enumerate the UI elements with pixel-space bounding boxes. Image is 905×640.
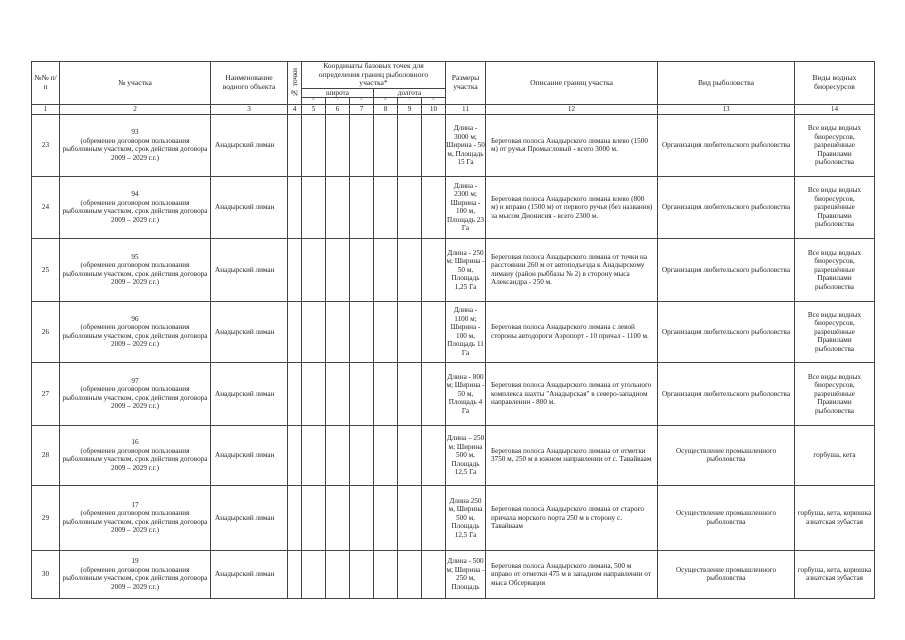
header-resources: Виды водных биоресурсов bbox=[795, 62, 875, 105]
description-cell: Береговая полоса Анадырского лимана от отметки 3750 м, 250 м в южном направлении от с. Тавайваам bbox=[486, 425, 658, 485]
coord-cell bbox=[398, 301, 422, 362]
header-latitude: широта bbox=[302, 88, 374, 97]
header-n: №№ п/п bbox=[32, 62, 60, 105]
header-lat-deg: ° bbox=[302, 97, 326, 104]
area-note: (обременен договором пользования рыболовным участком, срок действия договора 2009 – 2029 г.г.) bbox=[62, 565, 208, 591]
resources-cell: Все виды водных биоресурсов, разрешённые Правилами рыболовства bbox=[795, 176, 875, 238]
resources-cell: горбуша, кета, корюшка азиатская зубастая bbox=[795, 485, 875, 550]
area-cell bbox=[60, 550, 211, 598]
coord-cell bbox=[350, 362, 374, 425]
column-number: 12 bbox=[486, 104, 658, 114]
resources-cell: Все виды водных биоресурсов, разрешённые Правилами рыболовства bbox=[795, 238, 875, 301]
area-number: 16 bbox=[131, 438, 139, 447]
row-number: 23 bbox=[32, 114, 60, 176]
point-cell bbox=[288, 362, 302, 425]
area-note: (обременен договором пользования рыболовным участком, срок действия договора 2009 – 2029 г.г.) bbox=[62, 323, 208, 349]
description-cell: Береговая полоса Анадырского лимана влево (1500 м) от ручья Промысловый - всего 3000 м. bbox=[486, 114, 658, 176]
area-number: 19 bbox=[131, 557, 139, 566]
header-lon-sec: " bbox=[422, 97, 446, 104]
header-description: Описание границ участка bbox=[486, 62, 658, 105]
coord-cell bbox=[326, 550, 350, 598]
coord-cell bbox=[326, 362, 350, 425]
header-lat-sec: " bbox=[350, 97, 374, 104]
coord-cell bbox=[302, 114, 326, 176]
fishing-type-cell: Организация любительского рыболовства bbox=[658, 114, 795, 176]
table-row bbox=[32, 301, 875, 362]
description-cell: Береговая полоса Анадырского лимана от угольного комплекса шахты "Анадырская" в северо-западном направлении - 800 м. bbox=[486, 362, 658, 425]
size-cell: Длина - 500 м; Ширина - 250 м, Площадь bbox=[446, 550, 486, 598]
column-number: 11 bbox=[446, 104, 486, 114]
header-waterbody: Наименование водного объекта bbox=[211, 62, 288, 105]
area-note: (обременен договором пользования рыболовным участком, срок действия договора 2009 – 2029 г.г.) bbox=[62, 136, 208, 162]
header-sizes: Размеры участка bbox=[446, 62, 486, 105]
header-lat-min: ' bbox=[326, 97, 350, 104]
column-number: 7 bbox=[350, 104, 374, 114]
area-note: (обременен договором пользования рыболовным участком, срок действия договора 2009 – 2029 г.г.) bbox=[62, 385, 208, 411]
column-number: 13 bbox=[658, 104, 795, 114]
row-number: 30 bbox=[32, 550, 60, 598]
area-cell bbox=[60, 301, 211, 362]
size-cell: Длина 250 м, Ширина 500 м, Площадь 12,5 Га bbox=[446, 485, 486, 550]
fishing-type-cell: Организация любительского рыболовства bbox=[658, 238, 795, 301]
resources-cell: горбуша, кета, корюшка азиатская зубастая bbox=[795, 550, 875, 598]
column-number: 1 bbox=[32, 104, 60, 114]
area-note: (обременен договором пользования рыболовным участком, срок действия договора 2009 – 2029 г.г.) bbox=[62, 509, 208, 535]
resources-cell: Все виды водных биоресурсов, разрешённые Правилами рыболовства bbox=[795, 114, 875, 176]
size-cell: Длина - 1100 м; Ширина - 100 м, Площадь 11 Га bbox=[446, 301, 486, 362]
size-cell: Длина - 800 м; Ширина - 50 м, Площадь 4 Га bbox=[446, 362, 486, 425]
coord-cell bbox=[398, 176, 422, 238]
column-number: 2 bbox=[60, 104, 211, 114]
resources-cell: Все виды водных биоресурсов, разрешённые Правилами рыболовства bbox=[795, 362, 875, 425]
description-cell: Береговая полоса Анадырского лимана влево (800 м) и вправо (1500 м) от первого ручья (без названия) за мысом Дионисия - всего 2300 м. bbox=[486, 176, 658, 238]
coord-cell bbox=[350, 238, 374, 301]
area-cell bbox=[60, 176, 211, 238]
coord-cell bbox=[326, 114, 350, 176]
waterbody-cell: Анадырский лиман bbox=[211, 238, 288, 301]
coord-cell bbox=[374, 550, 398, 598]
description-cell: Береговая полоса Анадырского лимана от точки на расстоянии 260 м от автоподъезда к Анадырскому лиману (район рыббазы № 2) в сторону мыса Александра - 250 м. bbox=[486, 238, 658, 301]
point-cell bbox=[288, 425, 302, 485]
waterbody-cell: Анадырский лиман bbox=[211, 485, 288, 550]
coord-cell bbox=[302, 362, 326, 425]
fishing-type-cell: Организация любительского рыболовства bbox=[658, 362, 795, 425]
area-number: 97 bbox=[131, 376, 139, 385]
fishing-type-cell: Осуществление промышленного рыболовства bbox=[658, 425, 795, 485]
fishing-type-cell: Организация любительского рыболовства bbox=[658, 176, 795, 238]
column-number: 8 bbox=[374, 104, 398, 114]
size-cell: Длина – 250 м; Ширина 500 м, Площадь 12,5 Га bbox=[446, 425, 486, 485]
coord-cell bbox=[374, 425, 398, 485]
coord-cell bbox=[422, 238, 446, 301]
row-number: 26 bbox=[32, 301, 60, 362]
coord-cell bbox=[302, 238, 326, 301]
column-number: 3 bbox=[211, 104, 288, 114]
row-number: 28 bbox=[32, 425, 60, 485]
area-cell bbox=[60, 362, 211, 425]
area-number: 93 bbox=[131, 128, 139, 137]
coord-cell bbox=[422, 362, 446, 425]
area-number: 95 bbox=[131, 252, 139, 261]
fishing-areas-table bbox=[31, 61, 875, 599]
column-number: 4 bbox=[288, 104, 302, 114]
point-cell bbox=[288, 176, 302, 238]
table-row bbox=[32, 362, 875, 425]
area-cell bbox=[60, 238, 211, 301]
coord-cell bbox=[398, 114, 422, 176]
area-cell bbox=[60, 425, 211, 485]
coord-cell bbox=[398, 425, 422, 485]
waterbody-cell: Анадырский лиман bbox=[211, 550, 288, 598]
coord-cell bbox=[326, 238, 350, 301]
size-cell: Длина - 2300 м; Ширина - 100 м, Площадь 23 Га bbox=[446, 176, 486, 238]
header-lon-min: ' bbox=[398, 97, 422, 104]
coord-cell bbox=[350, 485, 374, 550]
row-number: 25 bbox=[32, 238, 60, 301]
coord-cell bbox=[350, 425, 374, 485]
coord-cell bbox=[374, 301, 398, 362]
coord-cell bbox=[398, 238, 422, 301]
header-lon-deg: ° bbox=[374, 97, 398, 104]
coord-cell bbox=[422, 114, 446, 176]
point-cell bbox=[288, 301, 302, 362]
table-row bbox=[32, 425, 875, 485]
table-row bbox=[32, 485, 875, 550]
table-row bbox=[32, 176, 875, 238]
row-number: 24 bbox=[32, 176, 60, 238]
header-points bbox=[288, 62, 302, 105]
coord-cell bbox=[422, 550, 446, 598]
area-number: 96 bbox=[131, 314, 139, 323]
fishing-type-cell: Осуществление промышленного рыболовства bbox=[658, 550, 795, 598]
coord-cell bbox=[374, 485, 398, 550]
coord-cell bbox=[422, 176, 446, 238]
coord-cell bbox=[374, 238, 398, 301]
coord-cell bbox=[422, 485, 446, 550]
table-row bbox=[32, 238, 875, 301]
waterbody-cell: Анадырский лиман bbox=[211, 301, 288, 362]
table-row bbox=[32, 550, 875, 598]
coord-cell bbox=[302, 301, 326, 362]
size-cell: Длина - 3000 м; Ширина - 50 м, Площадь 15 Га bbox=[446, 114, 486, 176]
coord-cell bbox=[350, 301, 374, 362]
coord-cell bbox=[422, 301, 446, 362]
coord-cell bbox=[326, 176, 350, 238]
coord-cell bbox=[302, 425, 326, 485]
table-row bbox=[32, 114, 875, 176]
description-cell: Береговая полоса Анадырского лимана с левой стороны автодороги Аэропорт - 10 причал - 1100 м. bbox=[486, 301, 658, 362]
waterbody-cell: Анадырский лиман bbox=[211, 362, 288, 425]
column-number: 6 bbox=[326, 104, 350, 114]
coord-cell bbox=[398, 550, 422, 598]
waterbody-cell: Анадырский лиман bbox=[211, 425, 288, 485]
resources-cell: Все виды водных биоресурсов, разрешённые Правилами рыболовства bbox=[795, 301, 875, 362]
area-note: (обременен договором пользования рыболовным участком, срок действия договора 2009 – 2029 г.г.) bbox=[62, 198, 208, 224]
area-note: (обременен договором пользования рыболовным участком, срок действия договора 2009 – 2029 г.г.) bbox=[62, 446, 208, 472]
column-number: 10 bbox=[422, 104, 446, 114]
fishing-type-cell: Осуществление промышленного рыболовства bbox=[658, 485, 795, 550]
area-cell bbox=[60, 114, 211, 176]
coord-cell bbox=[374, 362, 398, 425]
coord-cell bbox=[398, 485, 422, 550]
point-cell bbox=[288, 550, 302, 598]
waterbody-cell: Анадырский лиман bbox=[211, 176, 288, 238]
area-note: (обременен договором пользования рыболовным участком, срок действия договора 2009 – 2029 г.г.) bbox=[62, 261, 208, 287]
column-number: 5 bbox=[302, 104, 326, 114]
table-body bbox=[32, 114, 875, 598]
coord-cell bbox=[302, 485, 326, 550]
header-coords: Координаты базовых точек для определения границ рыболовного участка* bbox=[302, 62, 446, 89]
coord-cell bbox=[302, 176, 326, 238]
area-number: 94 bbox=[131, 190, 139, 199]
column-numbers-row bbox=[32, 104, 875, 114]
area-number: 17 bbox=[131, 500, 139, 509]
description-cell: Береговая полоса Анадырского лимана от старого причала морского порта 250 м в сторону с. Тавайваам bbox=[486, 485, 658, 550]
fishing-type-cell: Организация любительского рыболовства bbox=[658, 301, 795, 362]
point-cell bbox=[288, 114, 302, 176]
point-cell bbox=[288, 485, 302, 550]
description-cell: Береговая полоса Анадырского лимана, 500 м вправо от отметки 475 м в западном направлении от мыса Обсервация bbox=[486, 550, 658, 598]
coord-cell bbox=[350, 114, 374, 176]
coord-cell bbox=[374, 114, 398, 176]
waterbody-cell: Анадырский лиман bbox=[211, 114, 288, 176]
coord-cell bbox=[422, 425, 446, 485]
point-cell bbox=[288, 238, 302, 301]
coord-cell bbox=[398, 362, 422, 425]
header-longitude: долгота bbox=[374, 88, 446, 97]
row-number: 27 bbox=[32, 362, 60, 425]
coord-cell bbox=[326, 425, 350, 485]
header-area: № участка bbox=[60, 62, 211, 105]
size-cell: Длина - 250 м; Ширина - 50 м, Площадь 1,25 Га bbox=[446, 238, 486, 301]
column-number: 9 bbox=[398, 104, 422, 114]
header-fishing-type: Вид рыболовства bbox=[658, 62, 795, 105]
coord-cell bbox=[302, 550, 326, 598]
coord-cell bbox=[374, 176, 398, 238]
area-cell bbox=[60, 485, 211, 550]
header-points-label: № точки bbox=[289, 68, 299, 98]
resources-cell: горбуша, кета bbox=[795, 425, 875, 485]
column-number: 14 bbox=[795, 104, 875, 114]
coord-cell bbox=[326, 301, 350, 362]
coord-cell bbox=[350, 176, 374, 238]
row-number: 29 bbox=[32, 485, 60, 550]
coord-cell bbox=[326, 485, 350, 550]
coord-cell bbox=[350, 550, 374, 598]
